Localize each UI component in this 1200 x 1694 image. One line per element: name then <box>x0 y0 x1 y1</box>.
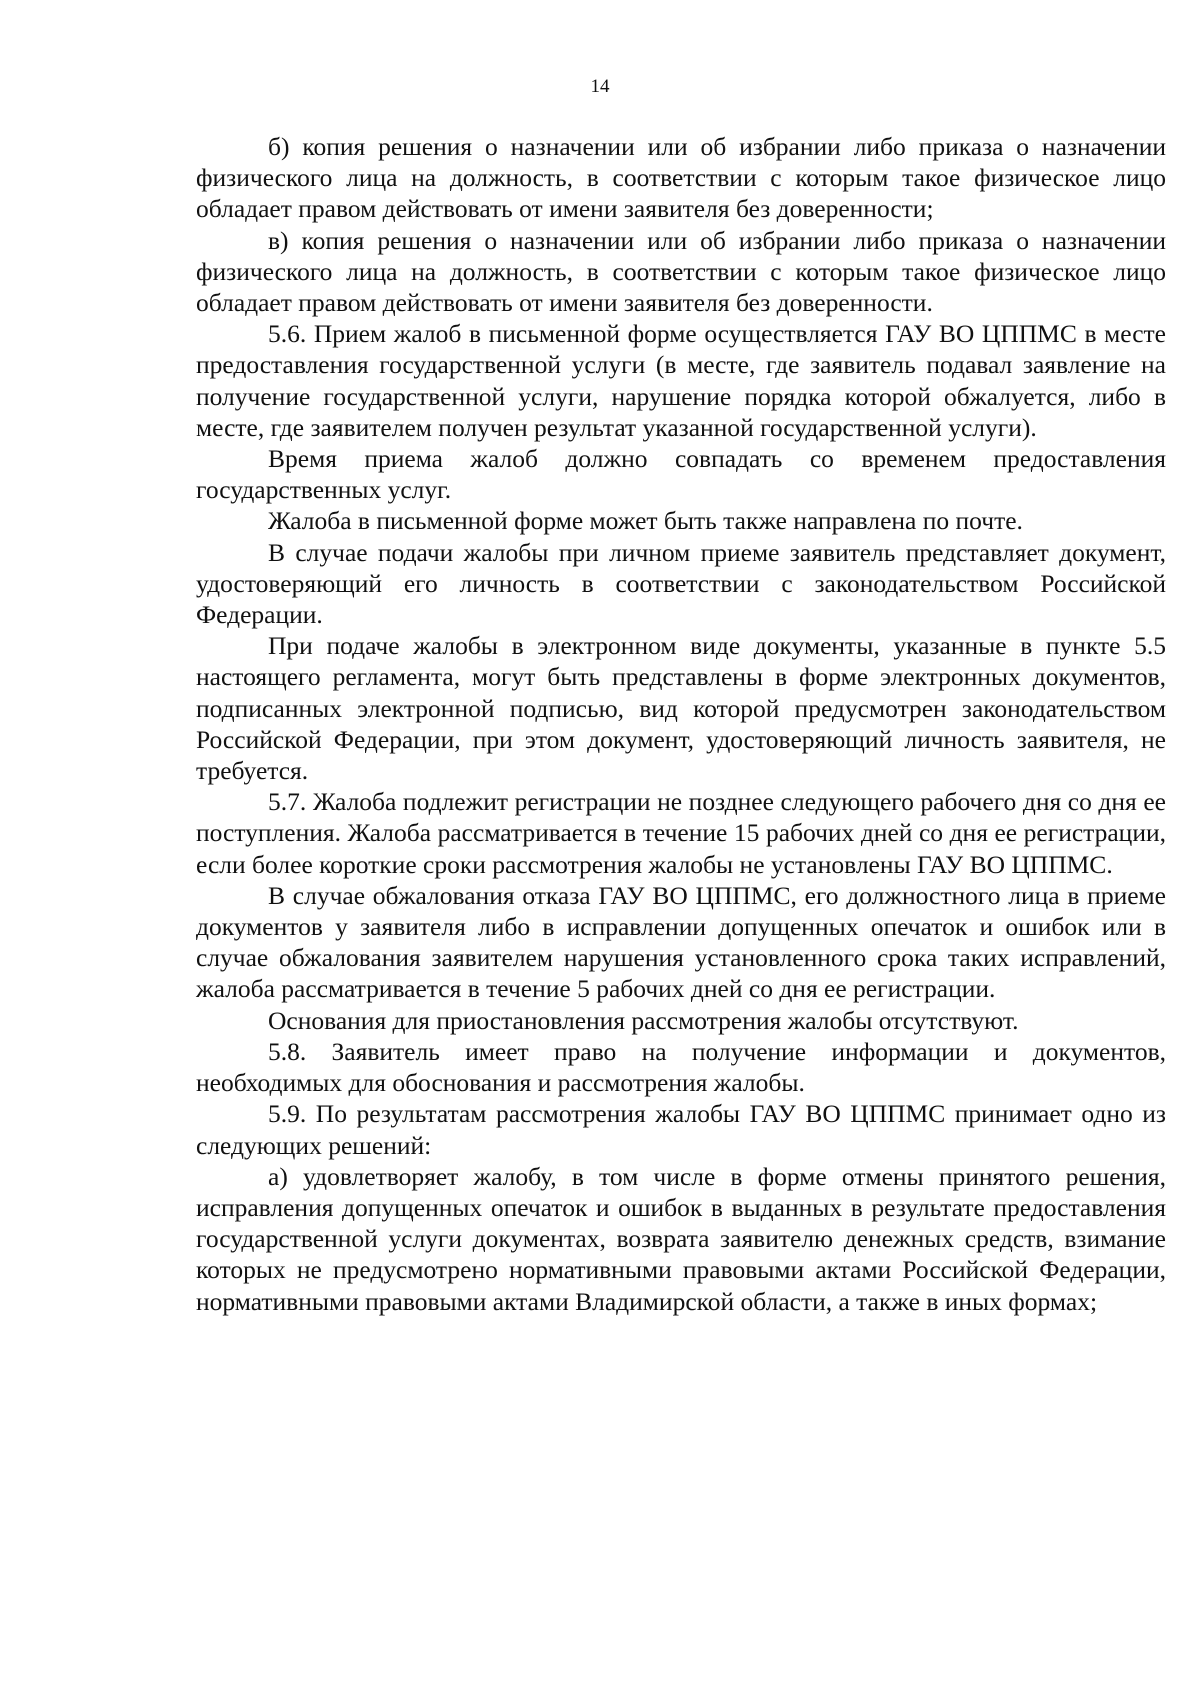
paragraph-no-suspension: Основания для приостановления рассмотрения жалобы отсутствуют. <box>268 1005 1019 1035</box>
paragraph-personal-reception: В случае подачи жалобы при личном приеме заявитель представляет документ, удостоверяющий его личность в соответствии с законодательством Российской Федерации. <box>196 537 1166 630</box>
paragraph-reception-time: Время приема жалоб должно совпадать со временем предоставления государственных услуг. <box>196 444 1166 505</box>
paragraph-refusal-appeal: В случае обжалования отказа ГАУ ВО ЦППМС, его должностного лица в приеме документов у заявителя либо в исправлении допущенных опечаток и ошибок или в случае обжалования заявителем нарушения установленного срока таких исправлений, жалоба рассматривается в течение 5 рабочих дней со дня ее регистрации. <box>196 880 1166 1004</box>
paragraph-5-7-registration: 5.7. Жалоба подлежит регистрации не позднее следующего рабочего дня со дня ее поступления. Жалоба рассматривается в течение 15 рабочих дней со дня ее регистрации, если более короткие сроки рассмотрения жалобы не установлены ГАУ ВО ЦППМС. <box>196 787 1166 879</box>
paragraph-a-satisfies-complaint: а) удовлетворяет жалобу, в том числе в форме отмены принятого решения, исправления допущенных опечаток и ошибок в выданных в результате предоставления государственной услуги документах, возврата заявителю денежных средств, взимание которых не предусмотрено нормативными правовыми актами Российской Федерации, нормативными правовыми актами Владимирской области, а также в иных формах; <box>196 1161 1166 1316</box>
document-body <box>196 131 1166 1317</box>
paragraph-5-6-written-complaints: 5.6. Прием жалоб в письменной форме осуществляется ГАУ ВО ЦППМС в месте предоставления государственной услуги (в месте, где заявитель подавал заявление на получение государственной услуги, нарушение порядка которой обжалуется, либо в месте, где заявителем получен результат указанной государственной услуги). <box>196 319 1166 442</box>
paragraph-5-8-right-to-info: 5.8. Заявитель имеет право на получение информации и документов, необходимых для обоснования и рассмотрения жалобы. <box>196 1036 1166 1098</box>
paragraph-electronic-form: При подаче жалобы в электронном виде документы, указанные в пункте 5.5 настоящего регламента, могут быть представлены в форме электронных документов, подписанных электронной подписью, вид которой предусмотрен законодательством Российской Федерации, при этом документ, удостоверяющий личность заявителя, не требуется. <box>196 631 1166 786</box>
paragraph-by-mail: Жалоба в письменной форме может быть также направлена по почте. <box>268 506 1023 536</box>
paragraph-v-copy-decision: в) копия решения о назначении или об избрании либо приказа о назначении физического лица на должность, в соответствии с которым такое физическое лицо обладает правом действовать от имени заявителя без доверенности. <box>196 225 1166 318</box>
paragraph-5-9-decisions: 5.9. По результатам рассмотрения жалобы ГАУ ВО ЦППМС принимает одно из следующих решений: <box>196 1099 1166 1160</box>
paragraph-b-copy-decision: б) копия решения о назначении или об избрании либо приказа о назначении физического лица на должность, в соответствии с которым такое физическое лицо обладает правом действовать от имени заявителя без доверенности; <box>196 132 1166 224</box>
page-number: 14 <box>590 76 610 97</box>
